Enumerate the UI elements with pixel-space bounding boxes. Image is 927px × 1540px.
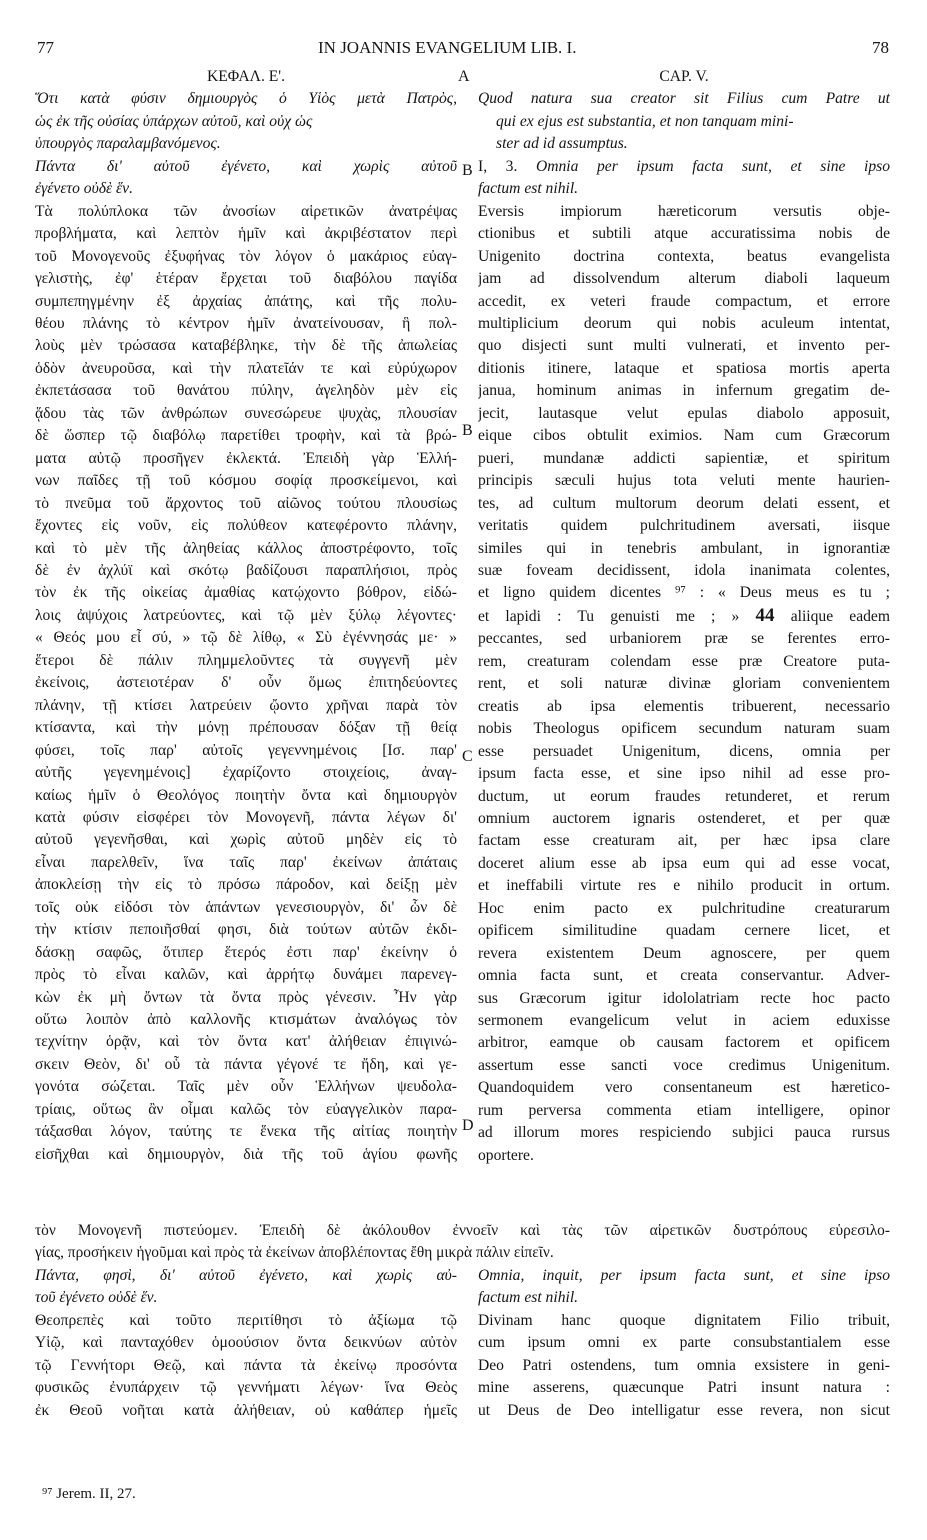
latin-lemma-line: factum est nihil. — [478, 180, 579, 198]
greek-text-line: ὁδὸν ἀνευροῦσα, καὶ τὴν πλατεῖάν τε καὶ εὐρύχωρον — [35, 359, 457, 377]
greek-text-line: αὐτοῦ γεγενῆσθαι, καὶ χωρὶς αὐτοῦ μηδὲν εἰς τὸ — [35, 831, 457, 849]
greek-text-line: φύσει, τοῖς παρ' αὐτοῖς γεγεννημένοις [Ισ. παρ' — [35, 741, 457, 759]
greek-text-line: γελιστὴς, ἐφ' ἑτέραν ἔρχεται τοῦ διαβόλου παγίδα — [35, 270, 457, 288]
margin-marker-a: A — [458, 68, 470, 85]
running-head — [0, 38, 927, 64]
greek-lemma2-line: τοῦ ἐγένετο οὐδὲ ἕν. — [35, 1289, 158, 1307]
greek-lemma2-line: Πάντα, φησὶ, δι' αὐτοῦ ἐγένετο, καὶ χωρὶς αὐ- — [35, 1267, 457, 1284]
latin-body — [478, 201, 890, 1167]
latin-title-line: ster ad id assumptus. — [496, 135, 628, 153]
greek-text-line: καὶ τὸ μὲν τῆς ἀληθείας κάλλος ἀποστρέφοντο, τοῖς — [35, 539, 457, 557]
latin-text-line: multiplicium deorum qui nobis aculeum intentat, — [478, 314, 890, 332]
latin-text-line: omnia facta sunt, et creata conservantur. Adver- — [478, 967, 890, 985]
margin-marker-b2: B — [462, 422, 473, 439]
latin-text-fragment: aliique eadem — [790, 607, 890, 625]
latin-text-line: peccantes, sed urbaniorem præ se ferentes erro- — [478, 630, 890, 648]
greek-text-line: γονότα σώζεται. Ταῖς μὲν οὖν Ἑλλήνων ψευδολα- — [35, 1078, 457, 1096]
greek-text-line: ἕτεροι δὲ πάλιν πλημμελοῦντες τὰ συγγενῆ μὲν — [35, 651, 457, 669]
latin-text-line: arbitror, eamque ob causam factorem et opificem — [478, 1034, 890, 1052]
greek-text-line: ᾅδου τὰς τῶν ἀνθρώπων συνεσώρευε ψυχὰς, πλουσίαν — [35, 404, 457, 422]
greek-text-line: πρὸς τὸ εἶναι καλῶν, καὶ ἀρρήτῳ δυνάμει παρενεγ- — [35, 966, 457, 984]
column-number: 44 — [755, 604, 775, 626]
greek-text-line: δὲ ὥσπερ τῷ διαβόλῳ παρετίθει τροφὴν, καὶ τὰ βρώ- — [35, 427, 457, 445]
latin-column-second-section — [478, 1265, 890, 1422]
greek-lemma-line: ἐγένετο οὐδὲ ἕν. — [35, 180, 133, 198]
latin-text-line: revera existentem Deum agnoscere, per quem — [478, 944, 890, 962]
greek-text-line: νων παῖδες τῇ τοῦ κόσμου σοφίᾳ προσκείμενοι, καὶ — [35, 472, 457, 490]
greek-text-line: τοῖς οὐκ εἰδόσι τὸν ἁπάντων γενεσιουργὸν, δι' ὧν δὲ — [35, 898, 457, 916]
latin-text-line: rem, creaturam colendam esse præ Creatore puta- — [478, 652, 890, 670]
latin-chapter-heading: CAP. V. — [659, 68, 709, 85]
latin-text-line: suæ foveam decidissent, idola inanimata colentes, — [478, 561, 890, 579]
latin-text-line: sermonem evangelicum velut in aciem eduxisse — [478, 1012, 890, 1030]
greek-text-line: σκειν Θεὸν, δι' οὗ τὰ πάντα γέγονέ τε ἤδη, καὶ γε- — [35, 1055, 457, 1073]
greek-column-second-section — [35, 1265, 457, 1422]
greek-text-line: « Θεός μου εἶ σύ, » τῷ δὲ λίθῳ, « Σὺ ἐγέννησάς με· » — [35, 629, 457, 647]
latin-text-line: et ligno quidem dicentes ⁹⁷ : « Deus meus es tu ; — [478, 584, 890, 602]
latin-lemma-line — [478, 156, 890, 178]
full-width-text — [35, 1220, 890, 1265]
full-width-line: γίας, προσήκειν ἡγοῦμαι καὶ πρὸς τὰ ἐκείνων ἀποβλέποντας ἔθη μικρὰ πάλιν εἰπεῖν. — [35, 1244, 554, 1262]
greek-text-line: κτίσαντα, καὶ τὴν μόνῃ πρέπουσαν δόξαν τῇ θείᾳ — [35, 719, 457, 737]
latin-text-line: doceret alium esse ab ipsa eum qui ad esse vocat, — [478, 854, 890, 872]
latin-text-line: omnium auctorem ignaris ostenderet, et per quæ — [478, 809, 890, 827]
latin-text-line: opificem similitudine quadam cernere licet, et — [478, 922, 890, 940]
greek-text-line: Υἱῷ, καὶ πανταχόθεν ὁμοούσιον ὄντα δεικνύων αὐτὸν — [35, 1334, 457, 1352]
greek-text-line: συμπεπηγμένην ἐξ ἀρχαίας ἀπάτης, καὶ τῆς πολυ- — [35, 292, 457, 310]
greek-text-line: δάσκῃ σαφῶς, ὅτιπερ ἕτερός ἐστι παρ' ἐκείνην ὁ — [35, 943, 457, 961]
margin-marker-d: D — [462, 1117, 474, 1134]
latin-body2 — [478, 1310, 890, 1422]
latin-text-line: Unigenito doctrina contexta, beatus evangelista — [478, 247, 890, 265]
latin-text-line: rent, et soli naturæ divinæ gloriam convenientem — [478, 675, 890, 693]
greek-text-line: ἔχοντες εἰς νοῦν, εἰς πολύθεον κατεφέροντο πλάνην, — [35, 517, 457, 535]
greek-text-line: αὐτῆς γεγενημένοις] ἐχαρίζοντο στοιχείοις, ἀναγ- — [35, 764, 457, 782]
latin-text-line: Quandoquidem vero consentaneum est hæretico- — [478, 1079, 890, 1097]
latin-text-line: Hoc enim pacto ex pulchritudine creaturarum — [478, 899, 890, 917]
greek-text-line: λοις ἀψύχοις λατρεύοντες, καὶ τῷ μὲν ξύλῳ λέγοντες· — [35, 606, 457, 624]
latin-text-line: similes qui in tenebris ambulant, in ignorantiæ — [478, 539, 890, 557]
greek-title-line: ὡς ἐκ τῆς οὐσίας ὑπάρχων αὐτοῦ, καὶ οὐχ ὡς — [35, 112, 313, 130]
margin-marker-b: B — [462, 162, 473, 179]
greek-body2 — [35, 1310, 457, 1422]
greek-title-line: Ὅτι κατὰ φύσιν δημιουργὸς ὁ Υἱὸς μετὰ Πατρὸς, — [35, 90, 457, 108]
latin-text-fragment: et lapidi : Tu genuisti me ; » — [478, 607, 740, 625]
greek-text-line: εἶναι παρελθεῖν, ἵνα ταῖς παρ' ἐκείνων ἀπάταις — [35, 853, 457, 871]
latin-lemma-text: Omnia per ipsum facta sunt, et sine ipso — [535, 157, 890, 175]
latin-lemma2-line: Omnia, inquit, per ipsum facta sunt, et sine ipso — [478, 1267, 890, 1284]
latin-text-line: accedit, ex veteri fraude compactum, et errore — [478, 292, 890, 310]
verse-reference: I, 3. — [478, 157, 518, 175]
latin-text-line: Divinam hanc quoque dignitatem Filio tribuit, — [478, 1311, 890, 1329]
greek-text-line: τοῦ Μονογενοῦς ἐξυφήνας τὸν λόγον ὁ μακάριος εὐαγ- — [35, 247, 457, 265]
greek-text-line: τὸν ἐκ τῆς οἰκείας ἀμαθίας κατῴχοντο βόθρον, εἰδώ- — [35, 584, 457, 602]
running-title: IN JOANNIS EVANGELIUM LIB. I. — [318, 38, 577, 57]
greek-text-line: κατὰ φύσιν εἰσφέρει τὸν Μονογενῆ, πάντα λέγων δι' — [35, 808, 457, 826]
latin-title-line: Quod natura sua creator sit Filius cum Patre ut — [478, 90, 890, 108]
latin-text-line: ipsum facta esse, et sine ipso nihil ad esse pro- — [478, 765, 890, 783]
latin-text-line: mine asserens, quæcunque Patri insunt natura : — [478, 1379, 890, 1397]
latin-text-line: ductum, ut eorum fraudes retunderet, et rerum — [478, 787, 890, 805]
footnote: ⁹⁷ Jerem. II, 27. — [42, 1486, 136, 1502]
greek-text-line: ἐκ Θεοῦ νοῆται κατὰ ἀλήθειαν, οὐ καθάπερ ἡμεῖς — [35, 1401, 457, 1419]
latin-text-line: cum ipsum omni ex parte consubstantialem esse — [478, 1334, 890, 1352]
greek-text-line: ἐκπετάσασα τοῦ θανάτου πύλην, ἀγεληδὸν μὲν εἰς — [35, 382, 457, 400]
latin-text-line: Eversis impiorum hæreticorum versutis obje- — [478, 202, 890, 220]
greek-text-line: ἀποκλείσῃ τὴν εἰς τὸ πρόσω πάροδον, καὶ δείξῃ μὲν — [35, 876, 457, 894]
latin-text-line: oportere. — [478, 1146, 534, 1164]
greek-lemma-line: Πάντα δι' αὐτοῦ ἐγένετο, καὶ χωρὶς αὐτοῦ — [35, 157, 457, 175]
latin-text-line: jecit, lautasque velut epulas diabolo apposuit, — [478, 404, 890, 422]
latin-text-line: factam esse creaturam ait, per hæc ipsa clare — [478, 832, 890, 850]
latin-text-line: tes, ad cultum multorum deorum delati essent, et — [478, 494, 890, 512]
greek-chapter-heading: ΚΕΦΑΛ. Ε'. — [206, 68, 286, 85]
latin-text-line: ditionis itinere, lataque et spatiosa mortis aperta — [478, 359, 890, 377]
greek-text-line: οὕτω λοιπὸν ἀπὸ καλλονῆς κτισμάτων ἀναλόγως τὸν — [35, 1011, 457, 1029]
greek-text-line: τῷ Γεννήτορι Θεῷ, καὶ πάντα τὰ ἐκείνῳ προσόντα — [35, 1356, 457, 1374]
latin-text-line: pueri, mundanæ addicti sapientiæ, et spiritum — [478, 449, 890, 467]
greek-text-line: Τὰ πολύπλοκα τῶν ἀνοσίων αἱρετικῶν ἀνατρέψας — [35, 202, 457, 220]
greek-text-line: τεχνίτην ὁρᾷν, καὶ τὸν ὄντα κατ' ἀλήθειαν ἐπιγινώ- — [35, 1033, 457, 1051]
latin-text-line: eique cibos obtulit eximios. Nam cum Græcorum — [478, 427, 890, 445]
greek-text-line: κὼν ἐκ μὴ ὄντων τὰ ὄντα πρὸς γένεσιν. Ἦν γὰρ — [35, 988, 457, 1006]
latin-text-line: rum perversa commenta etiam intelligere, opinor — [478, 1101, 890, 1119]
latin-text-line — [478, 605, 890, 628]
greek-body — [35, 201, 457, 1166]
greek-text-line: καίως ἡμῖν ὁ Θεολόγος ποιητὴν ὄντα καὶ δημιουργὸν — [35, 786, 457, 804]
latin-text-line: jam ad dissolvendum alterum diaboli laqueum — [478, 270, 890, 288]
latin-text-line: et ineffabili virtute res e nihilo producit in ortum. — [478, 877, 890, 895]
latin-text-line: Deo Patri ostendens, tum omnia exsistere in geni- — [478, 1356, 890, 1374]
latin-text-line: esse persuadet Unigenitum, dicens, omnia per — [478, 742, 890, 760]
greek-text-line: τὴν κτίσιν πεποιῆσθαί φησι, διὰ τούτων αὐτῶν ἐκδι- — [35, 921, 457, 939]
greek-text-line: τρίαις, οὕτως ἂν οἶμαι καλῶς τὸν εὐαγγελικὸν παρα- — [35, 1100, 457, 1118]
latin-text-line: principis sæculi hujus tota veluti mente haurien- — [478, 472, 890, 490]
greek-title-line: ὑπουργὸς παραλαμβανόμενος. — [35, 135, 221, 153]
greek-text-line: τὸ πνεῦμα τοῦ ἄρχοντος τοῦ αἰῶνος τούτου πλουσίως — [35, 494, 457, 512]
margin-marker-c: C — [462, 748, 473, 765]
latin-text-line: ctionibus et subtili atque accuratissima nobis de — [478, 225, 890, 243]
latin-column — [478, 66, 890, 1167]
greek-text-line: λοὺς μὲν τρώσασα καταβέβληκε, τὴν δὲ τῆς ἀπωλείας — [35, 337, 457, 355]
latin-text-line: nobis Theologus opificem secundum naturam suam — [478, 720, 890, 738]
latin-text-line: quo disjecti sunt multi vulnerati, et invento per- — [478, 337, 890, 355]
greek-text-line: τάξασθαι λόγον, ταύτης τε ἕνεκα τῆς αἰτίας ποιητὴν — [35, 1123, 457, 1141]
greek-text-line: θέου πλάνης τὸ κέντρον ἡμῖν ἀνατείνουσαν, ἣ πολ- — [35, 314, 457, 332]
greek-column — [35, 66, 457, 1166]
latin-text-line: sus Græcorum igitur idololatriam recte hoc pacto — [478, 989, 890, 1007]
page-number-left: 77 — [37, 38, 54, 57]
latin-title-line: qui ex ejus est substantia, et non tanquam mini- — [496, 112, 794, 130]
greek-text-line: προβλήματα, καὶ λεπτὸν ἡμῖν καὶ ἀκριβέστατον περὶ — [35, 225, 457, 243]
latin-text-line: creatis ab ipsa elementis tribuerent, necessario — [478, 697, 890, 715]
latin-lemma2-line: factum est nihil. — [478, 1289, 579, 1307]
greek-text-line: εἰσῆχθαι καὶ δημιουργὸν, διὰ τῆς τοῦ ἁγίου φωνῆς — [35, 1145, 457, 1163]
greek-text-line: δὲ ἐν ἀχλύϊ καὶ σκότῳ βαδίζουσι παραπλήσιοι, πρὸς — [35, 561, 457, 579]
greek-text-line: Θεοπρεπὲς καὶ τοῦτο περιτίθησι τὸ ἀξίωμα τῷ — [35, 1311, 457, 1329]
greek-text-line: φυσικῶς ἐνυπάρχειν τῷ γεννήματι λέγων· ἵνα Θεὸς — [35, 1379, 457, 1397]
greek-text-line: ἐκείνοις, ἀστειοτέραν δ' οὖν ὅμως ἐπιτηδεύοντες — [35, 674, 457, 692]
latin-text-line: ad illorum mores respiciendo subjici pauca rursus — [478, 1124, 890, 1142]
latin-text-line: janua, hominum animas in infernum gregatim de- — [478, 382, 890, 400]
full-width-line: τὸν Μονογενῆ πιστεύομεν. Ἐπειδὴ δὲ ἀκόλουθον ἐννοεῖν καὶ τὰς τῶν αἱρετικῶν δυστρόπους εὑρεσιλο- — [35, 1222, 890, 1239]
greek-text-line: πλάνην, τῇ κτίσει λατρεύειν ᾤοντο χρῆναι παρὰ τὸν — [35, 696, 457, 714]
latin-text-line: assertum esse sancti voce credimus Unigenitum. — [478, 1056, 890, 1074]
greek-text-line: ματα αὐτῷ προσῆγεν ἐκλεκτά. Ἐπειδὴ γὰρ Ἑλλή- — [35, 449, 457, 467]
latin-text-line: ut Deus de Deo intelligatur esse revera, non sicut — [478, 1401, 890, 1419]
page-number-right: 78 — [872, 38, 889, 57]
latin-text-line: veritatis quidem pulchritudinem aversati, iisque — [478, 517, 890, 535]
